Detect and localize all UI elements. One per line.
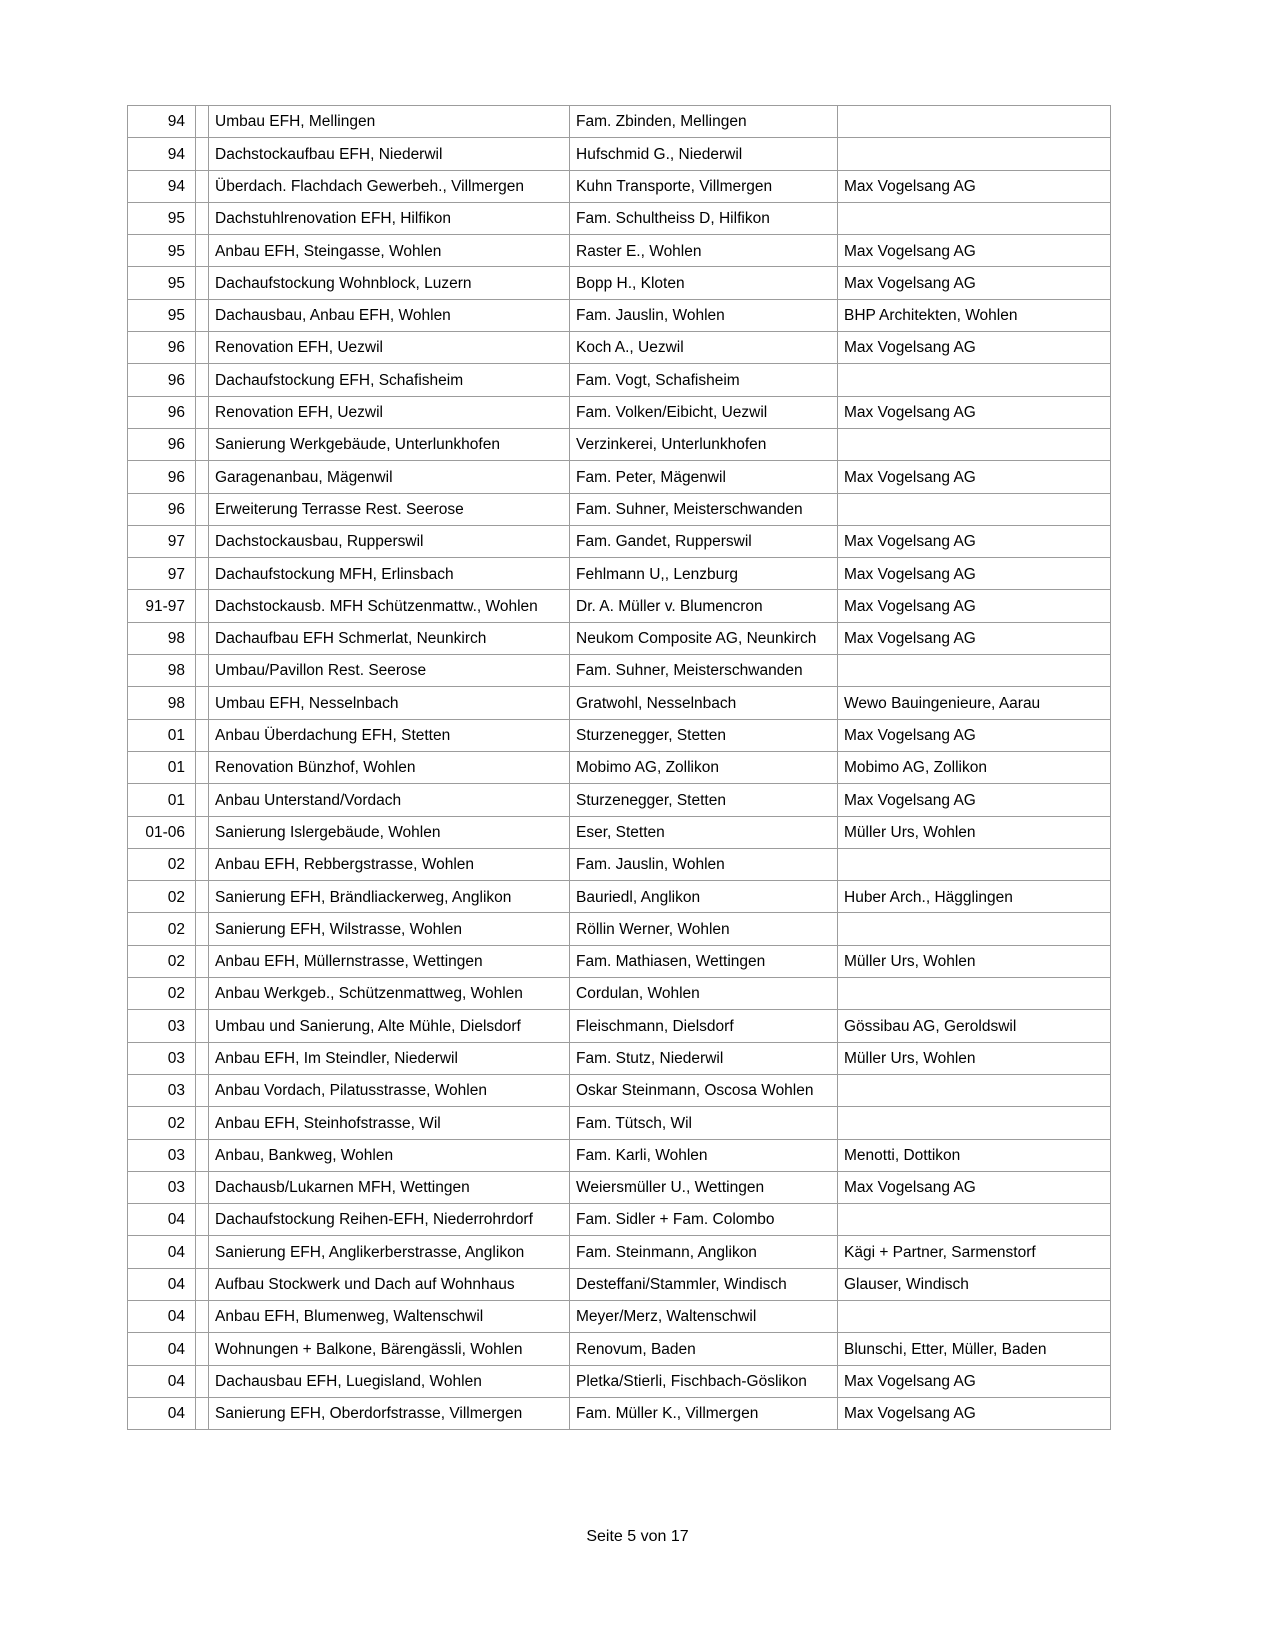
architect-cell: Müller Urs, Wohlen [838,1043,1111,1075]
spacer-cell [196,687,209,719]
spacer-cell [196,1236,209,1268]
year-cell: 98 [128,687,196,719]
table-row [128,623,1111,655]
spacer-cell [196,817,209,849]
year-cell: 04 [128,1236,196,1268]
project-cell: Anbau, Bankweg, Wohlen [209,1140,570,1172]
client-cell: Fam. Karli, Wohlen [570,1140,838,1172]
table-row [128,1301,1111,1333]
client-cell: Sturzenegger, Stetten [570,784,838,816]
architect-cell [838,1107,1111,1139]
project-cell: Dachausb/Lukarnen MFH, Wettingen [209,1172,570,1204]
architect-cell [838,655,1111,687]
table-row [128,267,1111,299]
table-row [128,1043,1111,1075]
project-cell: Sanierung EFH, Wilstrasse, Wohlen [209,913,570,945]
spacer-cell [196,558,209,590]
client-cell: Fam. Stutz, Niederwil [570,1043,838,1075]
client-cell: Fam. Vogt, Schafisheim [570,364,838,396]
table-row [128,655,1111,687]
table-row [128,1172,1111,1204]
year-cell: 03 [128,1172,196,1204]
architect-cell [838,106,1111,138]
spacer-cell [196,494,209,526]
table-row [128,1269,1111,1301]
table-row [128,429,1111,461]
spacer-cell [196,1269,209,1301]
year-cell: 91-97 [128,590,196,622]
spacer-cell [196,849,209,881]
client-cell: Neukom Composite AG, Neunkirch [570,623,838,655]
spacer-cell [196,1075,209,1107]
year-cell: 96 [128,397,196,429]
client-cell: Röllin Werner, Wohlen [570,913,838,945]
spacer-cell [196,655,209,687]
table-row [128,397,1111,429]
client-cell: Fleischmann, Dielsdorf [570,1010,838,1042]
client-cell: Fam. Mathiasen, Wettingen [570,946,838,978]
spacer-cell [196,203,209,235]
project-cell: Anbau Unterstand/Vordach [209,784,570,816]
architect-cell: Max Vogelsang AG [838,558,1111,590]
architect-cell: Max Vogelsang AG [838,590,1111,622]
table-row [128,526,1111,558]
architect-cell: Wewo Bauingenieure, Aarau [838,687,1111,719]
spacer-cell [196,106,209,138]
spacer-cell [196,1301,209,1333]
table-row [128,364,1111,396]
architect-cell: Max Vogelsang AG [838,526,1111,558]
project-cell: Umbau EFH, Mellingen [209,106,570,138]
architect-cell: Max Vogelsang AG [838,397,1111,429]
architect-cell: Max Vogelsang AG [838,623,1111,655]
architect-cell: Kägi + Partner, Sarmenstorf [838,1236,1111,1268]
year-cell: 01 [128,784,196,816]
client-cell: Fam. Jauslin, Wohlen [570,300,838,332]
client-cell: Fam. Suhner, Meisterschwanden [570,494,838,526]
client-cell: Meyer/Merz, Waltenschwil [570,1301,838,1333]
table-row [128,1140,1111,1172]
project-cell: Dachaufstockung Reihen-EFH, Niederrohrdorf [209,1204,570,1236]
spacer-cell [196,1333,209,1365]
year-cell: 02 [128,913,196,945]
spacer-cell [196,171,209,203]
spacer-cell [196,364,209,396]
spacer-cell [196,752,209,784]
project-cell: Überdach. Flachdach Gewerbeh., Villmergen [209,171,570,203]
table-row [128,849,1111,881]
year-cell: 94 [128,171,196,203]
table-row [128,1398,1111,1430]
projects-table [127,105,1111,1430]
architect-cell: Menotti, Dottikon [838,1140,1111,1172]
spacer-cell [196,429,209,461]
client-cell: Fam. Volken/Eibicht, Uezwil [570,397,838,429]
client-cell: Dr. A. Müller v. Blumencron [570,590,838,622]
project-cell: Dachstuhlrenovation EFH, Hilfikon [209,203,570,235]
client-cell: Fam. Suhner, Meisterschwanden [570,655,838,687]
project-cell: Anbau EFH, Im Steindler, Niederwil [209,1043,570,1075]
year-cell: 97 [128,558,196,590]
year-cell: 03 [128,1010,196,1042]
project-cell: Dachausbau, Anbau EFH, Wohlen [209,300,570,332]
architect-cell: Max Vogelsang AG [838,1172,1111,1204]
architect-cell [838,494,1111,526]
architect-cell: BHP Architekten, Wohlen [838,300,1111,332]
page-number: Seite 5 von 17 [586,1528,689,1545]
spacer-cell [196,881,209,913]
year-cell: 03 [128,1043,196,1075]
project-cell: Sanierung Islergebäude, Wohlen [209,817,570,849]
spacer-cell [196,623,209,655]
year-cell: 95 [128,235,196,267]
project-cell: Anbau Werkgeb., Schützenmattweg, Wohlen [209,978,570,1010]
table-row [128,138,1111,170]
spacer-cell [196,720,209,752]
architect-cell: Max Vogelsang AG [838,1366,1111,1398]
architect-cell [838,203,1111,235]
client-cell: Mobimo AG, Zollikon [570,752,838,784]
year-cell: 04 [128,1204,196,1236]
table-row [128,946,1111,978]
client-cell: Raster E., Wohlen [570,235,838,267]
architect-cell: Gössibau AG, Geroldswil [838,1010,1111,1042]
spacer-cell [196,235,209,267]
architect-cell: Mobimo AG, Zollikon [838,752,1111,784]
table-row [128,558,1111,590]
year-cell: 02 [128,1107,196,1139]
client-cell: Fehlmann U,, Lenzburg [570,558,838,590]
project-cell: Dachaufstockung Wohnblock, Luzern [209,267,570,299]
client-cell: Fam. Zbinden, Mellingen [570,106,838,138]
project-cell: Renovation EFH, Uezwil [209,397,570,429]
year-cell: 96 [128,332,196,364]
architect-cell: Max Vogelsang AG [838,235,1111,267]
architect-cell [838,138,1111,170]
spacer-cell [196,1366,209,1398]
year-cell: 04 [128,1398,196,1430]
client-cell: Eser, Stetten [570,817,838,849]
architect-cell [838,1301,1111,1333]
project-cell: Umbau EFH, Nesselnbach [209,687,570,719]
architect-cell [838,913,1111,945]
project-cell: Dachstockausb. MFH Schützenmattw., Wohlen [209,590,570,622]
architect-cell [838,364,1111,396]
client-cell: Desteffani/Stammler, Windisch [570,1269,838,1301]
table-row [128,881,1111,913]
project-cell: Renovation EFH, Uezwil [209,332,570,364]
project-cell: Anbau EFH, Rebbergstrasse, Wohlen [209,849,570,881]
table-row [128,1075,1111,1107]
year-cell: 02 [128,849,196,881]
project-cell: Dachstockaufbau EFH, Niederwil [209,138,570,170]
architect-cell: Max Vogelsang AG [838,332,1111,364]
year-cell: 03 [128,1075,196,1107]
spacer-cell [196,946,209,978]
project-cell: Dachstockausbau, Rupperswil [209,526,570,558]
client-cell: Bauriedl, Anglikon [570,881,838,913]
project-cell: Dachaufbau EFH Schmerlat, Neunkirch [209,623,570,655]
projects-table-body [128,106,1111,1430]
project-cell: Anbau Vordach, Pilatusstrasse, Wohlen [209,1075,570,1107]
client-cell: Bopp H., Kloten [570,267,838,299]
project-cell: Anbau EFH, Müllernstrasse, Wettingen [209,946,570,978]
client-cell: Weiersmüller U., Wettingen [570,1172,838,1204]
year-cell: 04 [128,1269,196,1301]
table-row [128,913,1111,945]
table-row [128,203,1111,235]
year-cell: 94 [128,106,196,138]
project-cell: Anbau EFH, Steinhofstrasse, Wil [209,1107,570,1139]
table-row [128,1010,1111,1042]
spacer-cell [196,784,209,816]
client-cell: Renovum, Baden [570,1333,838,1365]
project-cell: Garagenanbau, Mägenwil [209,461,570,493]
project-cell: Renovation Bünzhof, Wohlen [209,752,570,784]
client-cell: Verzinkerei, Unterlunkhofen [570,429,838,461]
client-cell: Fam. Tütsch, Wil [570,1107,838,1139]
client-cell: Fam. Peter, Mägenwil [570,461,838,493]
architect-cell [838,849,1111,881]
year-cell: 01-06 [128,817,196,849]
year-cell: 95 [128,267,196,299]
architect-cell [838,1204,1111,1236]
year-cell: 01 [128,752,196,784]
architect-cell [838,429,1111,461]
year-cell: 01 [128,720,196,752]
client-cell: Hufschmid G., Niederwil [570,138,838,170]
spacer-cell [196,1172,209,1204]
table-row [128,978,1111,1010]
table-row [128,461,1111,493]
table-row [128,784,1111,816]
year-cell: 02 [128,881,196,913]
project-cell: Dachaufstockung EFH, Schafisheim [209,364,570,396]
year-cell: 96 [128,364,196,396]
spacer-cell [196,526,209,558]
year-cell: 96 [128,461,196,493]
architect-cell [838,978,1111,1010]
year-cell: 98 [128,655,196,687]
client-cell: Fam. Schultheiss D, Hilfikon [570,203,838,235]
spacer-cell [196,978,209,1010]
project-cell: Erweiterung Terrasse Rest. Seerose [209,494,570,526]
table-row [128,1107,1111,1139]
spacer-cell [196,300,209,332]
project-cell: Anbau Überdachung EFH, Stetten [209,720,570,752]
project-cell: Wohnungen + Balkone, Bärengässli, Wohlen [209,1333,570,1365]
year-cell: 95 [128,203,196,235]
project-cell: Umbau/Pavillon Rest. Seerose [209,655,570,687]
project-cell: Sanierung EFH, Brändliackerweg, Anglikon [209,881,570,913]
client-cell: Koch A., Uezwil [570,332,838,364]
architect-cell: Müller Urs, Wohlen [838,946,1111,978]
table-row [128,494,1111,526]
year-cell: 97 [128,526,196,558]
table-row [128,171,1111,203]
project-cell: Umbau und Sanierung, Alte Mühle, Dielsdorf [209,1010,570,1042]
client-cell: Gratwohl, Nesselnbach [570,687,838,719]
project-cell: Anbau EFH, Steingasse, Wohlen [209,235,570,267]
architect-cell: Müller Urs, Wohlen [838,817,1111,849]
year-cell: 04 [128,1333,196,1365]
table-row [128,1204,1111,1236]
spacer-cell [196,1398,209,1430]
architect-cell: Glauser, Windisch [838,1269,1111,1301]
year-cell: 94 [128,138,196,170]
table-row [128,235,1111,267]
client-cell: Fam. Steinmann, Anglikon [570,1236,838,1268]
client-cell: Kuhn Transporte, Villmergen [570,171,838,203]
project-cell: Sanierung EFH, Anglikerberstrasse, Anglikon [209,1236,570,1268]
architect-cell: Max Vogelsang AG [838,267,1111,299]
architect-cell: Max Vogelsang AG [838,720,1111,752]
project-cell: Aufbau Stockwerk und Dach auf Wohnhaus [209,1269,570,1301]
client-cell: Fam. Gandet, Rupperswil [570,526,838,558]
client-cell: Fam. Sidler + Fam. Colombo [570,1204,838,1236]
spacer-cell [196,397,209,429]
client-cell: Fam. Müller K., Villmergen [570,1398,838,1430]
spacer-cell [196,332,209,364]
spacer-cell [196,913,209,945]
year-cell: 95 [128,300,196,332]
spacer-cell [196,138,209,170]
table-row [128,1333,1111,1365]
spacer-cell [196,1204,209,1236]
spacer-cell [196,461,209,493]
year-cell: 02 [128,946,196,978]
table-row [128,300,1111,332]
table-row [128,720,1111,752]
year-cell: 96 [128,429,196,461]
project-cell: Dachaufstockung MFH, Erlinsbach [209,558,570,590]
spacer-cell [196,1140,209,1172]
table-row [128,1236,1111,1268]
spacer-cell [196,1107,209,1139]
architect-cell: Max Vogelsang AG [838,171,1111,203]
spacer-cell [196,590,209,622]
architect-cell: Huber Arch., Hägglingen [838,881,1111,913]
client-cell: Sturzenegger, Stetten [570,720,838,752]
project-cell: Sanierung Werkgebäude, Unterlunkhofen [209,429,570,461]
year-cell: 04 [128,1301,196,1333]
architect-cell: Max Vogelsang AG [838,784,1111,816]
spacer-cell [196,1010,209,1042]
table-row [128,687,1111,719]
table-row [128,106,1111,138]
project-cell: Anbau EFH, Blumenweg, Waltenschwil [209,1301,570,1333]
architect-cell: Max Vogelsang AG [838,1398,1111,1430]
table-row [128,1366,1111,1398]
year-cell: 96 [128,494,196,526]
architect-cell [838,1075,1111,1107]
spacer-cell [196,267,209,299]
project-cell: Sanierung EFH, Oberdorfstrasse, Villmergen [209,1398,570,1430]
client-cell: Pletka/Stierli, Fischbach-Göslikon [570,1366,838,1398]
architect-cell: Blunschi, Etter, Müller, Baden [838,1333,1111,1365]
client-cell: Fam. Jauslin, Wohlen [570,849,838,881]
architect-cell: Max Vogelsang AG [838,461,1111,493]
year-cell: 98 [128,623,196,655]
spacer-cell [196,1043,209,1075]
project-cell: Dachausbau EFH, Luegisland, Wohlen [209,1366,570,1398]
client-cell: Cordulan, Wohlen [570,978,838,1010]
year-cell: 04 [128,1366,196,1398]
client-cell: Oskar Steinmann, Oscosa Wohlen [570,1075,838,1107]
year-cell: 03 [128,1140,196,1172]
year-cell: 02 [128,978,196,1010]
table-row [128,752,1111,784]
table-row [128,817,1111,849]
table-row [128,590,1111,622]
table-row [128,332,1111,364]
